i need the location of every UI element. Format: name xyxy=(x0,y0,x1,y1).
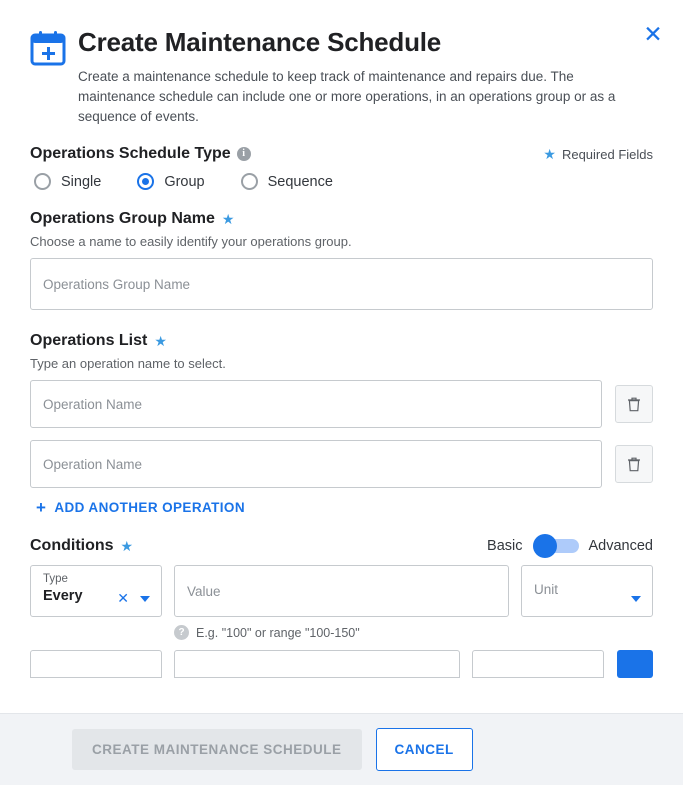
condition-row xyxy=(30,565,653,640)
condition-type-value: Every xyxy=(43,588,83,604)
clear-icon[interactable]: ✕ xyxy=(117,590,129,606)
chevron-down-icon[interactable] xyxy=(140,596,150,602)
group-name-helper: Choose a name to easily identify your operations group. xyxy=(30,234,352,249)
dialog-footer xyxy=(0,713,683,785)
add-another-operation-label: ADD ANOTHER OPERATION xyxy=(54,500,245,515)
operation-name-input[interactable] xyxy=(30,380,602,428)
conditions-header xyxy=(30,537,653,555)
condition-unit-select[interactable] xyxy=(521,565,653,617)
calendar-plus-icon xyxy=(30,30,66,66)
delete-operation-button[interactable] xyxy=(615,385,653,423)
radio-option-group[interactable] xyxy=(137,173,204,190)
operation-row xyxy=(30,440,653,488)
add-another-operation-button[interactable] xyxy=(36,497,653,517)
conditions-mode-toggle[interactable] xyxy=(487,538,653,554)
required-fields-legend xyxy=(543,146,653,163)
mode-basic-label: Basic xyxy=(487,538,523,554)
required-star-icon: ★ xyxy=(543,145,556,162)
dialog-header xyxy=(0,0,683,127)
group-name-input[interactable] xyxy=(30,258,653,310)
condition-type-select-partial[interactable] xyxy=(30,650,162,678)
mode-switch[interactable] xyxy=(533,539,579,553)
condition-value-input[interactable] xyxy=(174,565,509,617)
condition-hint-text: E.g. "100" or range "100-150" xyxy=(196,625,360,640)
trash-icon xyxy=(626,396,642,413)
radio-label-sequence: Sequence xyxy=(267,173,333,190)
info-icon[interactable]: i xyxy=(237,147,251,161)
delete-operation-button[interactable] xyxy=(615,445,653,483)
conditions-label: Conditions xyxy=(30,537,114,554)
operations-list-helper: Type an operation name to select. xyxy=(30,356,226,371)
required-star-icon: ★ xyxy=(154,332,167,349)
radio-icon-group[interactable] xyxy=(137,173,154,190)
operations-list-header xyxy=(30,332,653,350)
radio-icon-single[interactable] xyxy=(34,173,51,190)
group-name-label: Operations Group Name xyxy=(30,210,215,227)
close-icon[interactable]: ✕ xyxy=(643,21,663,47)
trash-icon xyxy=(626,456,642,473)
condition-value-field xyxy=(174,565,509,640)
operation-row xyxy=(30,380,653,428)
condition-value-hint xyxy=(174,625,509,640)
page-title: Create Maintenance Schedule xyxy=(78,27,442,57)
schedule-type-label: Operations Schedule Type xyxy=(30,145,231,162)
dialog-body xyxy=(0,127,683,678)
schedule-type-header xyxy=(30,145,653,163)
operation-name-input[interactable] xyxy=(30,440,602,488)
schedule-type-radio-group xyxy=(34,173,653,190)
radio-option-sequence[interactable] xyxy=(241,173,333,190)
condition-value-input-partial[interactable] xyxy=(174,650,460,678)
switch-knob xyxy=(533,534,557,558)
operations-list-label: Operations List xyxy=(30,332,148,349)
radio-option-single[interactable] xyxy=(34,173,101,190)
condition-action-button-partial[interactable] xyxy=(617,650,653,678)
condition-unit-placeholder: Unit xyxy=(534,582,559,597)
radio-label-single: Single xyxy=(61,173,102,190)
radio-label-group: Group xyxy=(164,173,205,190)
cancel-button[interactable]: CANCEL xyxy=(376,728,473,771)
required-star-icon: ★ xyxy=(221,210,235,227)
chevron-down-icon[interactable] xyxy=(631,596,641,602)
required-star-icon: ★ xyxy=(120,537,134,554)
condition-type-caption: Type xyxy=(43,573,68,585)
condition-row-partial xyxy=(30,650,653,678)
required-fields-label: Required Fields xyxy=(561,146,653,162)
group-name-header xyxy=(30,210,653,228)
help-icon: ? xyxy=(174,625,189,640)
create-maintenance-schedule-button[interactable]: CREATE MAINTENANCE SCHEDULE xyxy=(72,729,362,770)
condition-unit-select-partial[interactable] xyxy=(472,650,604,678)
condition-type-select[interactable] xyxy=(30,565,162,617)
plus-icon: + xyxy=(36,497,47,517)
dialog-description: Create a maintenance schedule to keep track of maintenance and repairs due. The maintenance schedule can include one or more operations, in an operations group or as a sequence of events. xyxy=(78,69,616,124)
mode-advanced-label: Advanced xyxy=(588,538,653,554)
radio-icon-sequence[interactable] xyxy=(241,173,258,190)
